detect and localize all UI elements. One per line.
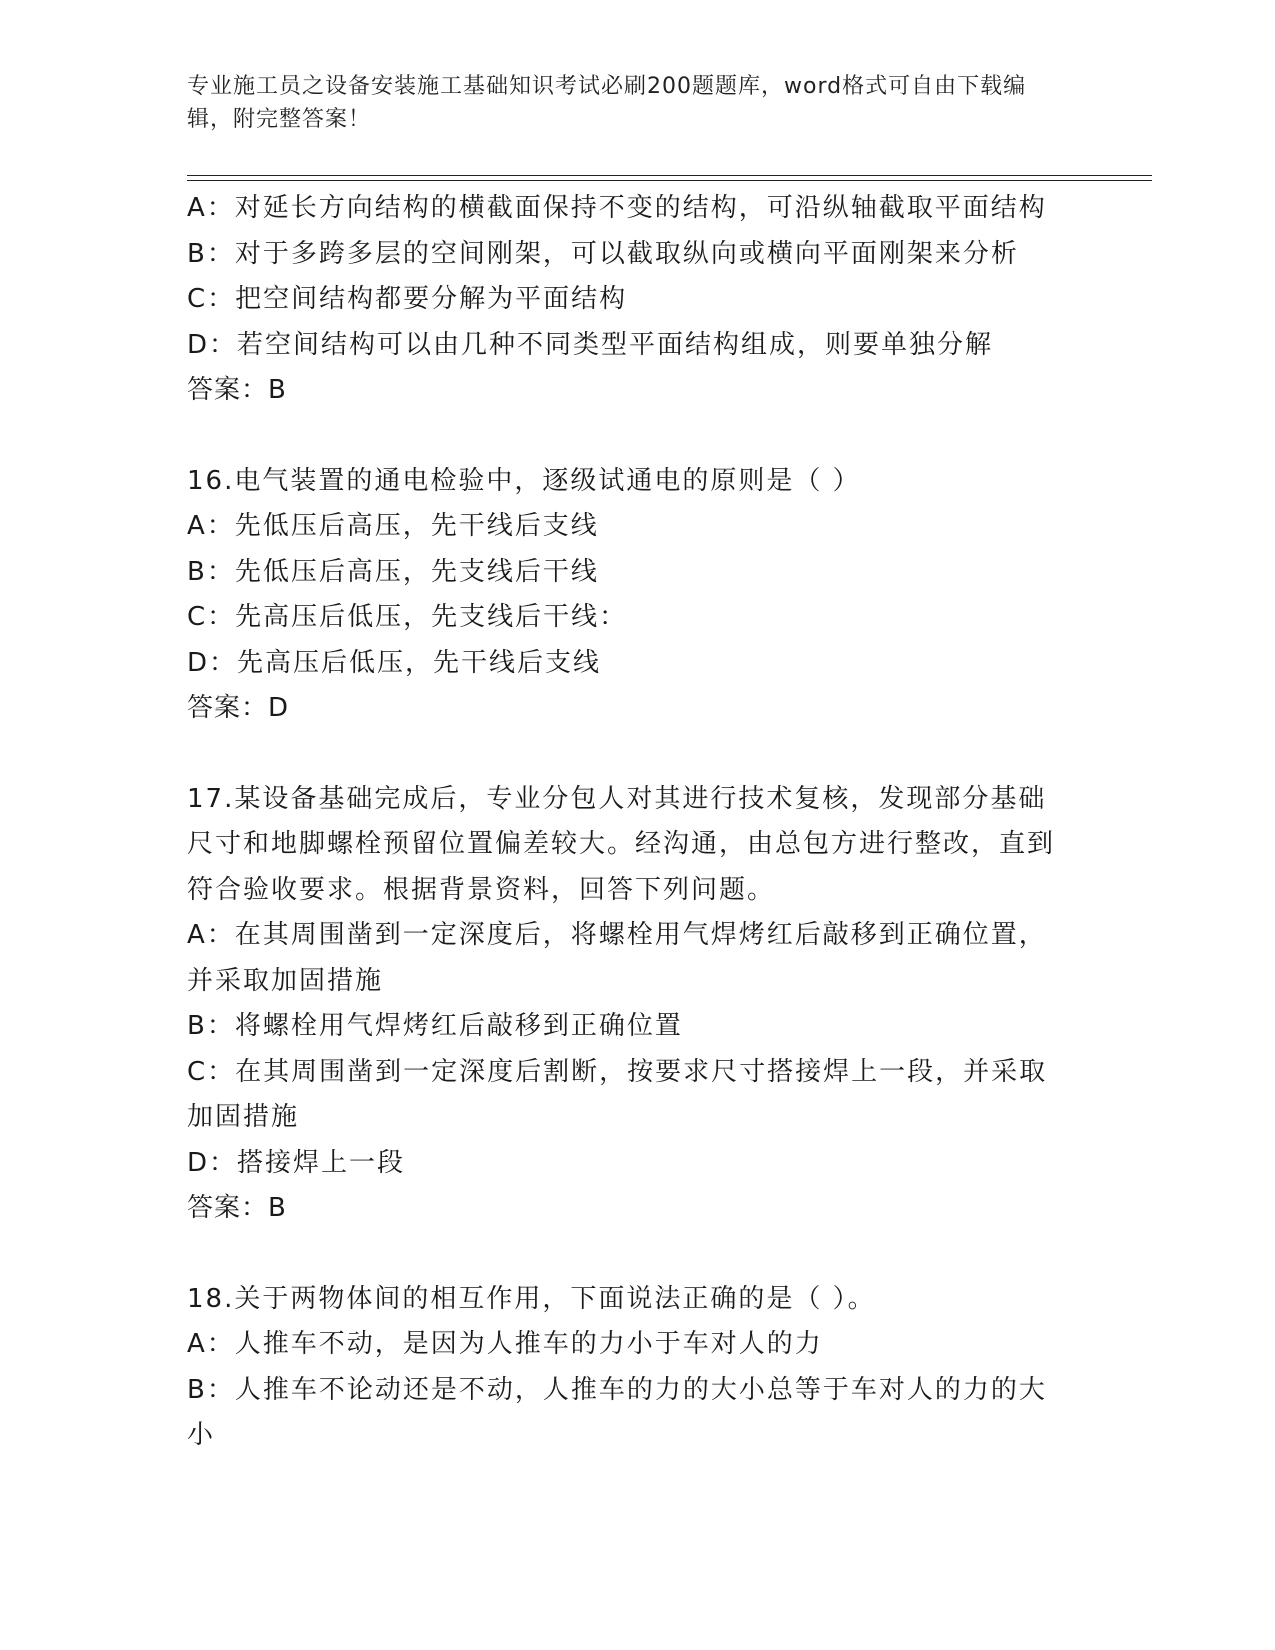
option-b: B：先低压后高压，先支线后干线 <box>187 556 599 587</box>
spacer <box>187 1232 1067 1277</box>
question-text: 17.某设备基础完成后，专业分包人对其进行技术复核，发现部分基础尺寸和地脚螺栓预留位置偏差较大。经沟通，由总包方进行整改，直到符合验收要求。根据背景资料，回答下列问题。 <box>187 783 1056 905</box>
option-d: D：先高压后低压，先干线后支线 <box>187 647 602 678</box>
question-block <box>187 1277 1067 1459</box>
option-a: A：在其周围凿到一定深度后，将螺栓用气焊烤红后敲移到正确位置，并采取加固措施 <box>187 920 1047 996</box>
question-text: 18.关于两物体间的相互作用，下面说法正确的是（ ）。 <box>187 1283 876 1314</box>
header-divider-bottom <box>187 180 1152 181</box>
option-b: B：人推车不论动还是不动，人推车的力的大小总等于车对人的力的大小 <box>187 1374 1047 1450</box>
question-block <box>187 186 1067 414</box>
answer-label: 答案：B <box>187 375 287 405</box>
header-divider-top <box>187 175 1152 176</box>
question-block <box>187 777 1067 1232</box>
option-c: C：在其周围凿到一定深度后割断，按要求尺寸搭接焊上一段，并采取加固措施 <box>187 1056 1048 1132</box>
spacer <box>187 732 1067 777</box>
option-b: B：将螺栓用气焊烤红后敲移到正确位置 <box>187 1011 683 1041</box>
option-a: A：先低压后高压，先干线后支线 <box>187 511 599 541</box>
option-b: B：对于多跨多层的空间刚架，可以截取纵向或横向平面刚架来分析 <box>187 238 1019 269</box>
option-a: A：对延长方向结构的横截面保持不变的结构，可沿纵轴截取平面结构 <box>187 193 1047 223</box>
document-header: 专业施工员之设备安装施工基础知识考试必刷200题题库，word格式可自由下载编辑，附完整答案！ <box>187 74 1027 132</box>
question-text: 16.电气装置的通电检验中，逐级试通电的原则是（ ） <box>187 465 861 496</box>
option-c: C：先高压后低压，先支线后干线： <box>187 602 628 632</box>
answer-label: 答案：D <box>187 693 290 723</box>
option-d: D：搭接焊上一段 <box>187 1147 406 1178</box>
answer-label: 答案：B <box>187 1193 287 1223</box>
question-list <box>187 186 1067 1459</box>
question-block <box>187 459 1067 732</box>
option-a: A：人推车不动，是因为人推车的力小于车对人的力 <box>187 1329 823 1359</box>
option-c: C：把空间结构都要分解为平面结构 <box>187 284 628 314</box>
spacer <box>187 414 1067 459</box>
option-d: D：若空间结构可以由几种不同类型平面结构组成，则要单独分解 <box>187 329 994 360</box>
